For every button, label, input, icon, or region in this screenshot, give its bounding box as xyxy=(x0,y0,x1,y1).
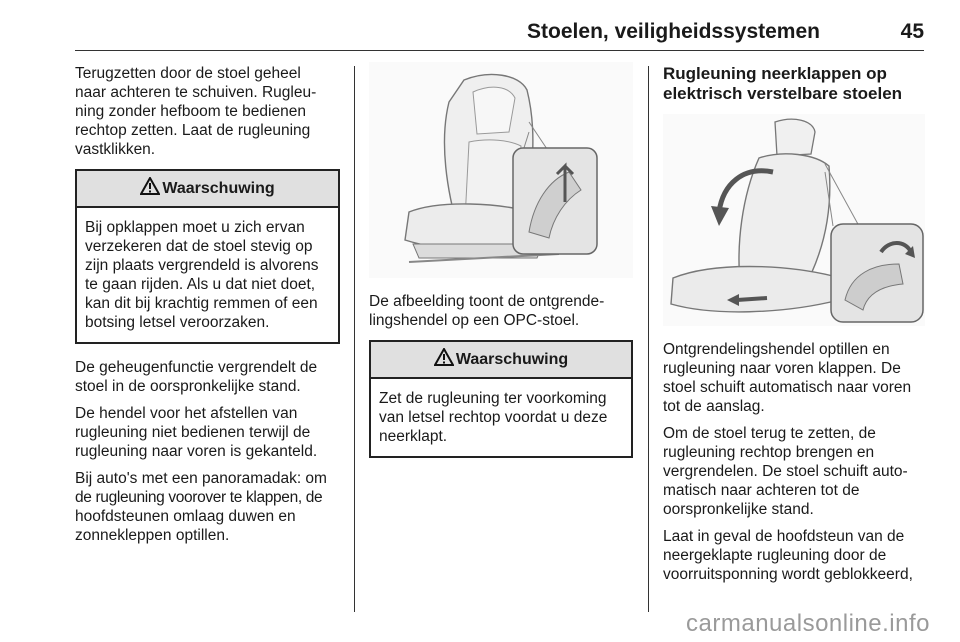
warning-header xyxy=(77,171,338,208)
warning-triangle-icon xyxy=(140,177,160,195)
reset-paragraph: Om de stoel terug te zetten, de rugleuning rechtop brengen en vergrendelen. De stoel schuift auto- matisch naar achteren tot de oorspronkelijke stand. xyxy=(663,425,908,518)
header-divider xyxy=(75,50,924,51)
page-header-title: Stoelen, veiligheidssystemen xyxy=(527,20,820,43)
section-heading: Rugleuning neerklappen op elektrisch verstelbare stoelen xyxy=(663,64,903,103)
panorama-paragraph: Bij auto's met een panoramadak: om de rugleuning voorover te klappen, de hoofdsteunen omlaag duwen en zonnekleppen optillen. xyxy=(75,470,327,544)
opc-seat-figure xyxy=(369,62,633,278)
lever-paragraph: De hendel voor het afstellen van rugleuning niet bedienen terwijl de rugleuning naar voren is gekanteld. xyxy=(75,405,318,460)
warning-header xyxy=(371,342,631,379)
unlock-paragraph: Ontgrendelingshendel optillen en rugleuning naar voren klappen. De stoel schuift automatisch naar voren tot de aanslag. xyxy=(663,341,912,415)
warning-body: Zet de rugleuning ter voorkoming van letsel rechtop voordat u deze neerklapt. xyxy=(379,390,608,445)
intro-paragraph: Terugzetten door de stoel geheel naar achteren te schuiven. Rugleu- ning zonder hefboom te bedienen rechtop zetten. Laat de rugleuning vastklikken. xyxy=(75,65,317,158)
warning-title: Waarschuwing xyxy=(162,180,275,197)
warning-title: Waarschuwing xyxy=(455,351,569,368)
column-1 xyxy=(75,64,340,553)
warning-box xyxy=(75,169,340,344)
page-number: 45 xyxy=(900,20,924,43)
warning-box xyxy=(369,340,633,458)
column-divider-2 xyxy=(648,66,649,612)
warning-triangle-icon xyxy=(434,348,454,366)
column-divider-1 xyxy=(354,66,355,612)
warning-body: Bij opklappen moet u zich ervan verzekeren dat de stoel stevig op zijn plaats vergrendeld is alvorens te gaan rijden. Als u dat niet doet, kan dit bij krachtig remmen of een botsing letsel veroorzaken. xyxy=(85,219,319,331)
column-2 xyxy=(369,62,633,472)
electric-seat-figure xyxy=(663,114,925,326)
column-3 xyxy=(663,64,925,592)
watermark: carmanualsonline.info xyxy=(686,610,930,637)
figure-caption: De afbeelding toont de ontgrende- lingshendel op een OPC-stoel. xyxy=(369,293,605,329)
memory-paragraph: De geheugenfunctie vergrendelt de stoel in de oorspronkelijke stand. xyxy=(75,359,318,395)
headrest-paragraph: Laat in geval de hoofdsteun van de neergeklapte rugleuning door de voorruitsponning wordt geblokkeerd, xyxy=(663,528,913,583)
